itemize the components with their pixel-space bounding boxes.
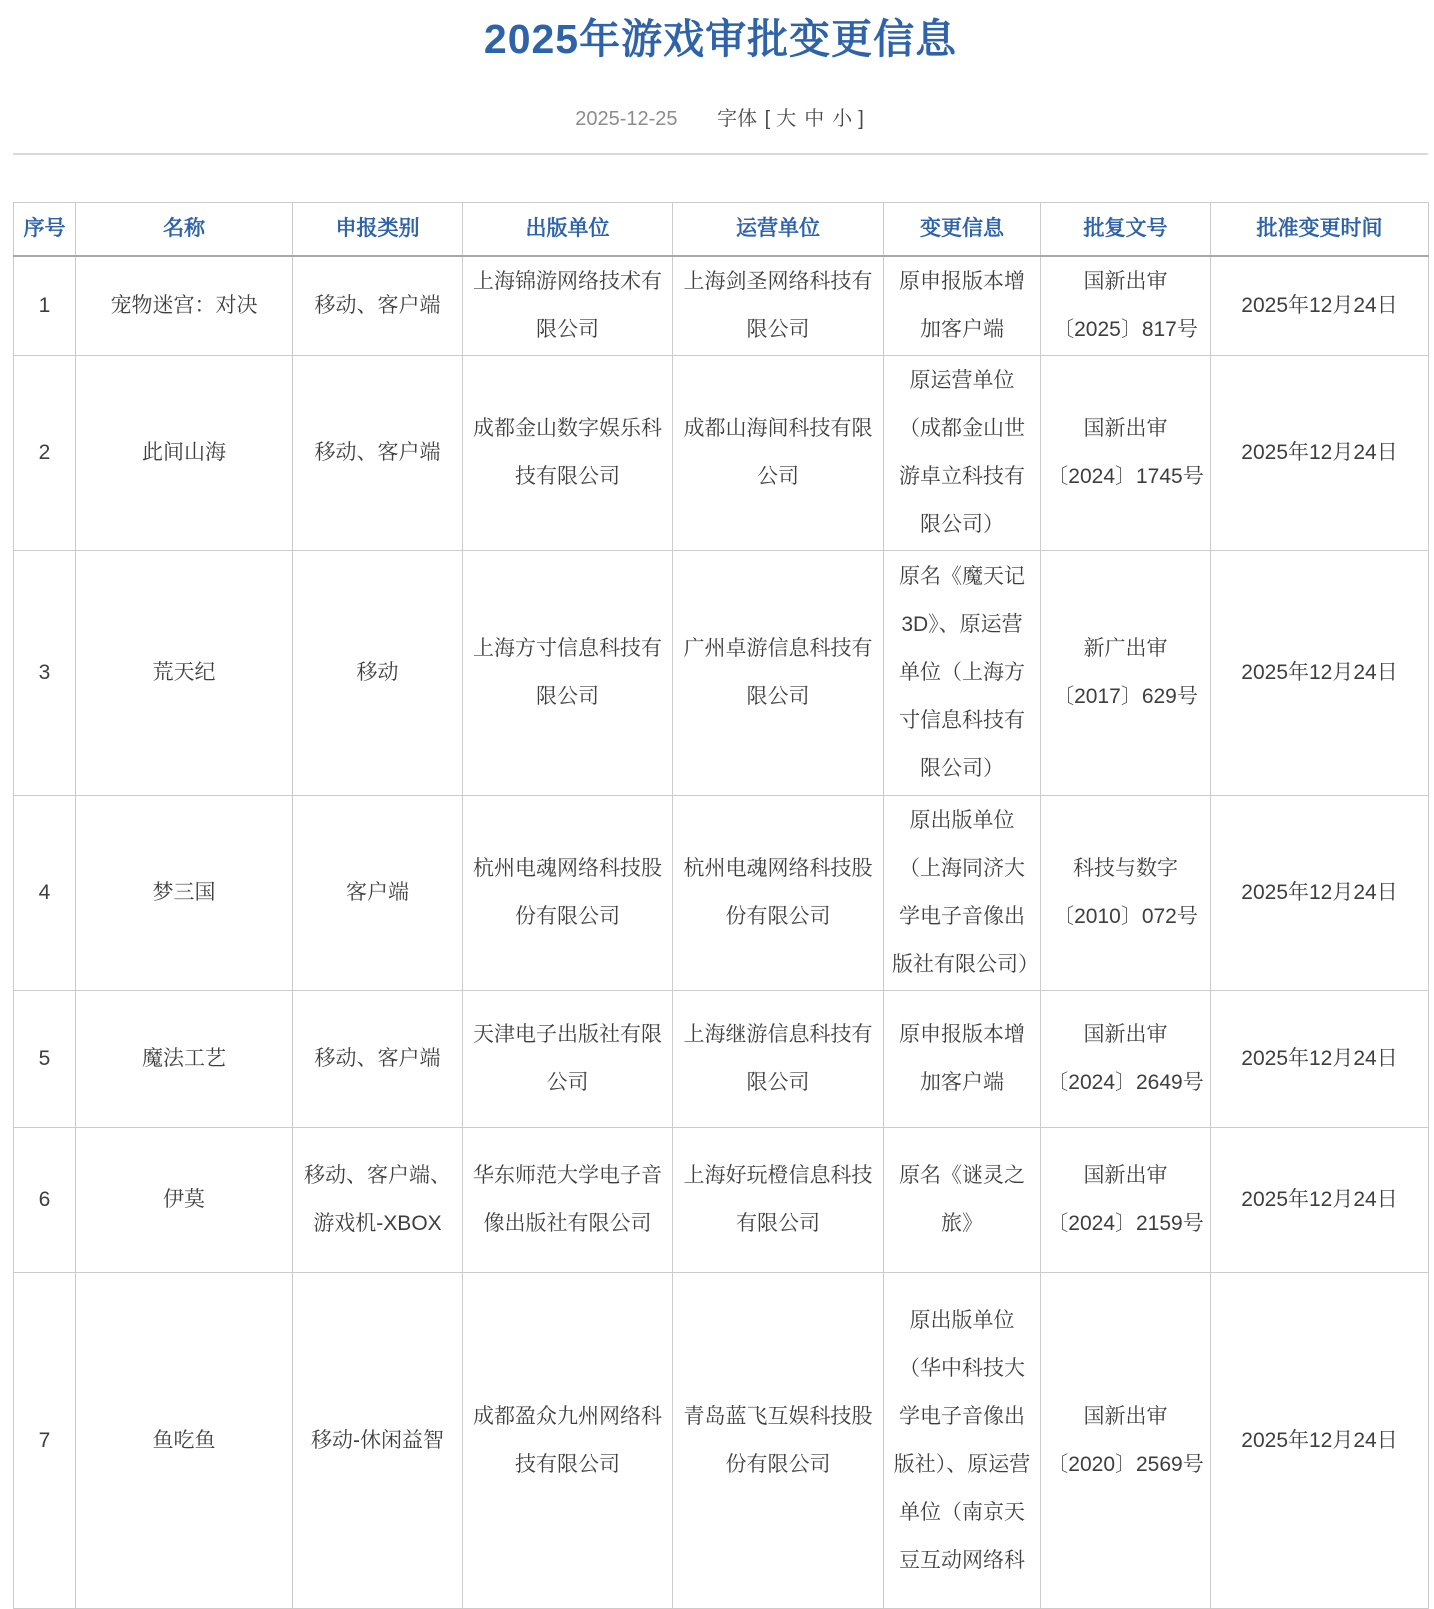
cell-publisher: 华东师范大学电子音像出版社有限公司 xyxy=(463,1128,673,1273)
col-header-publisher: 出版单位 xyxy=(463,203,673,257)
cell-approval-date: 2025年12月24日 xyxy=(1211,1128,1429,1273)
cell-approval-number: 国新出审〔2025〕817号 xyxy=(1041,256,1211,356)
game-approval-change-table xyxy=(13,202,1429,1609)
cell-approval-date: 2025年12月24日 xyxy=(1211,356,1429,551)
cell-index: 4 xyxy=(14,796,76,991)
cell-game-name: 宠物迷宫：对决 xyxy=(76,256,293,356)
table-row xyxy=(14,356,1429,551)
col-header-approval-date: 批准变更时间 xyxy=(1211,203,1429,257)
bracket-close: ] xyxy=(858,108,864,130)
cell-publisher: 成都盈众九州网络科技有限公司 xyxy=(463,1273,673,1609)
cell-game-name: 此间山海 xyxy=(76,356,293,551)
cell-operator: 杭州电魂网络科技股份有限公司 xyxy=(673,796,884,991)
cell-index: 2 xyxy=(14,356,76,551)
header-row xyxy=(14,203,1429,257)
cell-category: 客户端 xyxy=(293,796,463,991)
cell-change-info: 原出版单位（上海同济大学电子音像出版社有限公司） xyxy=(884,796,1041,991)
font-size-medium-link[interactable]: 中 xyxy=(804,108,825,130)
cell-category: 移动 xyxy=(293,551,463,796)
cell-game-name: 梦三国 xyxy=(76,796,293,991)
cell-publisher: 上海方寸信息科技有限公司 xyxy=(463,551,673,796)
cell-operator: 上海继游信息科技有限公司 xyxy=(673,991,884,1128)
bracket-open: [ xyxy=(764,108,771,130)
cell-change-info: 原申报版本增加客户端 xyxy=(884,256,1041,356)
table-row xyxy=(14,1128,1429,1273)
cell-operator: 成都山海间科技有限公司 xyxy=(673,356,884,551)
cell-publisher: 上海锦游网络技术有限公司 xyxy=(463,256,673,356)
font-size-small-link[interactable]: 小 xyxy=(832,108,853,130)
col-header-category: 申报类别 xyxy=(293,203,463,257)
cell-approval-number: 国新出审〔2024〕1745号 xyxy=(1041,356,1211,551)
font-size-label: 字体 xyxy=(717,108,758,130)
table-row xyxy=(14,256,1429,356)
cell-approval-date: 2025年12月24日 xyxy=(1211,256,1429,356)
cell-approval-date: 2025年12月24日 xyxy=(1211,796,1429,991)
cell-category: 移动、客户端 xyxy=(293,356,463,551)
horizontal-divider xyxy=(13,153,1428,155)
cell-change-info: 原名《谜灵之旅》 xyxy=(884,1128,1041,1273)
cell-approval-number: 国新出审〔2024〕2159号 xyxy=(1041,1128,1211,1273)
col-header-change-info: 变更信息 xyxy=(884,203,1041,257)
cell-change-info: 原出版单位（华中科技大学电子音像出版社）、原运营单位（南京天豆互动网络科 xyxy=(884,1273,1041,1609)
cell-approval-number: 新广出审〔2017〕629号 xyxy=(1041,551,1211,796)
font-size-large-link[interactable]: 大 xyxy=(776,108,797,130)
col-header-name: 名称 xyxy=(76,203,293,257)
cell-game-name: 鱼吃鱼 xyxy=(76,1273,293,1609)
cell-operator: 青岛蓝飞互娱科技股份有限公司 xyxy=(673,1273,884,1609)
cell-publisher: 天津电子出版社有限公司 xyxy=(463,991,673,1128)
cell-category: 移动、客户端 xyxy=(293,256,463,356)
cell-publisher: 杭州电魂网络科技股份有限公司 xyxy=(463,796,673,991)
cell-index: 1 xyxy=(14,256,76,356)
cell-approval-number: 科技与数字〔2010〕072号 xyxy=(1041,796,1211,991)
table-row xyxy=(14,991,1429,1128)
cell-category: 移动、客户端、游戏机-XBOX xyxy=(293,1128,463,1273)
page-title: 2025年游戏审批变更信息 xyxy=(483,16,958,62)
col-header-approval-number: 批复文号 xyxy=(1041,203,1211,257)
table-row xyxy=(14,796,1429,991)
cell-category: 移动、客户端 xyxy=(293,991,463,1128)
cell-index: 6 xyxy=(14,1128,76,1273)
cell-change-info: 原名《魔天记3D》、原运营单位（上海方寸信息科技有限公司） xyxy=(884,551,1041,796)
cell-approval-date: 2025年12月24日 xyxy=(1211,551,1429,796)
cell-index: 7 xyxy=(14,1273,76,1609)
cell-change-info: 原运营单位（成都金山世游卓立科技有限公司） xyxy=(884,356,1041,551)
cell-approval-date: 2025年12月24日 xyxy=(1211,991,1429,1128)
publish-date: 2025-12-25 xyxy=(575,108,678,130)
cell-index: 5 xyxy=(14,991,76,1128)
cell-operator: 上海好玩橙信息科技有限公司 xyxy=(673,1128,884,1273)
table-row xyxy=(14,1273,1429,1609)
cell-approval-date: 2025年12月24日 xyxy=(1211,1273,1429,1609)
cell-change-info: 原申报版本增加客户端 xyxy=(884,991,1041,1128)
cell-index: 3 xyxy=(14,551,76,796)
cell-category: 移动-休闲益智 xyxy=(293,1273,463,1609)
col-header-index: 序号 xyxy=(14,203,76,257)
cell-approval-number: 国新出审〔2024〕2649号 xyxy=(1041,991,1211,1128)
meta-line xyxy=(13,107,1428,131)
cell-game-name: 荒天纪 xyxy=(76,551,293,796)
cell-publisher: 成都金山数字娱乐科技有限公司 xyxy=(463,356,673,551)
col-header-operator: 运营单位 xyxy=(673,203,884,257)
cell-operator: 上海剑圣网络科技有限公司 xyxy=(673,256,884,356)
cell-game-name: 魔法工艺 xyxy=(76,991,293,1128)
table-row xyxy=(14,551,1429,796)
cell-approval-number: 国新出审〔2020〕2569号 xyxy=(1041,1273,1211,1609)
cell-game-name: 伊莫 xyxy=(76,1128,293,1273)
cell-operator: 广州卓游信息科技有限公司 xyxy=(673,551,884,796)
